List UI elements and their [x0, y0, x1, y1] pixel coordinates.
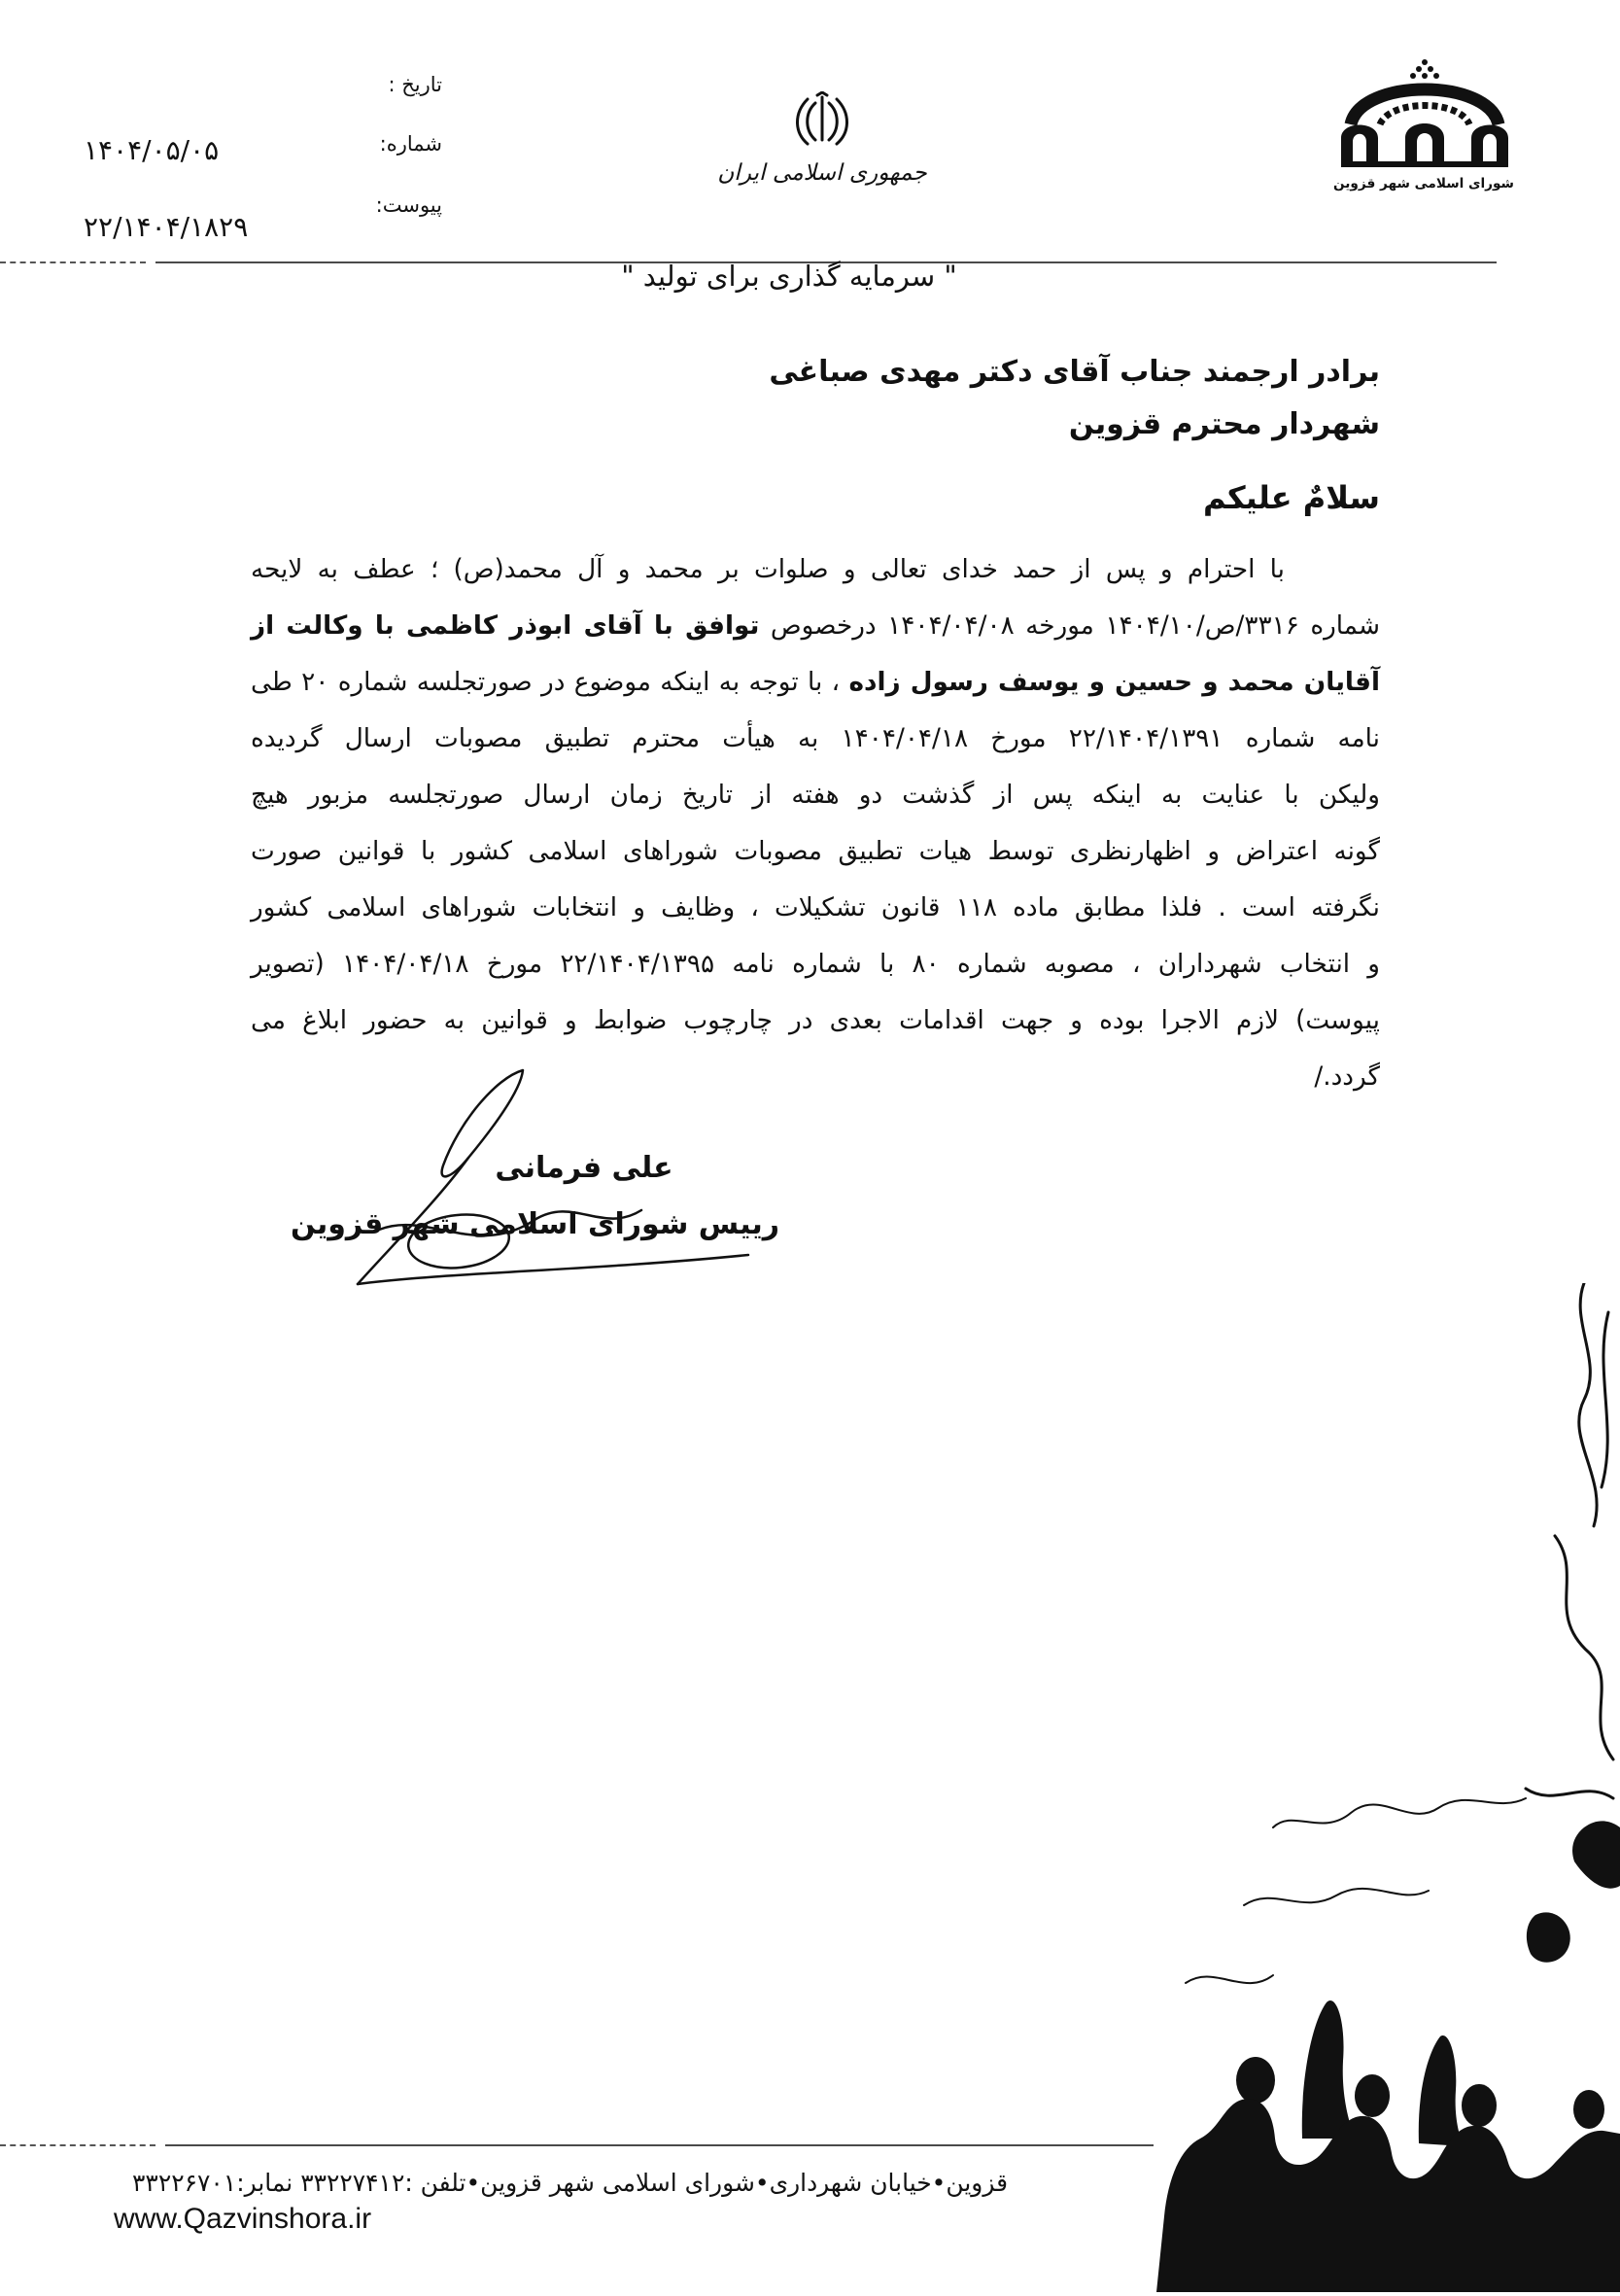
body-line-text: نگرفته است . فلذا مطابق ماده ۱۱۸ قانون تشکیلات ، وظایف و انتخابات شوراهای اسلامی کشور	[250, 893, 1380, 922]
handwritten-signature	[350, 1064, 768, 1298]
letter-body	[251, 541, 1380, 1105]
body-line	[251, 541, 1285, 598]
silhouette-artwork	[1127, 1283, 1620, 2292]
footer-website: www.Qazvinshora.ir	[114, 2203, 372, 2235]
body-line-text: ولیکن با عنایت به اینکه پس از گذشت دو هفته از تاریخ زمان ارسال صورتجلسه مزبور هیچ	[251, 781, 1380, 810]
recipient-title: شهردار محترم قزوین	[1068, 407, 1380, 441]
iran-emblem-icon	[795, 91, 849, 146]
footer-address: قزوین•خیابان شهرداری•شورای اسلامی شهر قزوین•تلفن :۳۳۲۲۷۴۱۲ نمابر:۳۳۲۲۶۷۰۱	[132, 2169, 1008, 2197]
body-line-text: نامه شماره ۲۲/۱۴۰۴/۱۳۹۱ مورخ ۱۴۰۴/۰۴/۱۸ به هیأت محترم تطبیق مصوبات ارسال گردیده	[251, 724, 1380, 753]
body-line	[251, 823, 1380, 880]
greeting: سلامٌ علیکم	[1202, 479, 1380, 516]
emblem-caption: جمهوری اسلامی ایران	[717, 159, 927, 186]
body-line-text: با احترام و پس از حمد خدای تعالی و صلوات بر محمد و آل محمد(ص) ؛ عطف به لایحه	[251, 555, 1285, 584]
body-line	[251, 936, 1380, 992]
body-line	[251, 598, 1380, 654]
signatory-name: علی فرمانی	[495, 1151, 673, 1185]
body-line-text: پیوست) لازم الاجرا بوده و جهت اقدامات بعدی در چارچوب ضوابط و قوانین به حضور ابلاغ می	[251, 1006, 1380, 1035]
body-line	[251, 880, 1380, 936]
date-value: ۱۴۰۴/۰۵/۰۵	[84, 134, 220, 166]
body-line	[251, 767, 1380, 823]
recipient-name: برادر ارجمند جناب آقای دکتر مهدی صباغی	[769, 355, 1380, 389]
council-dome-logo-icon	[1337, 56, 1512, 178]
iran-emblem	[795, 91, 849, 146]
body-line	[251, 992, 1380, 1049]
header-divider-dashed	[0, 261, 146, 263]
letter-number-value: ۲۲/۱۴۰۴/۱۸۲۹	[84, 211, 249, 243]
body-line-bold-text: آقایان محمد و حسین و یوسف رسول زاده	[848, 668, 1380, 697]
signature	[350, 1064, 768, 1298]
attachment-label: پیوست:	[375, 193, 442, 217]
body-line-text: گردد./	[1314, 1062, 1380, 1092]
year-slogan: " سرمایه گذاری برای تولید "	[621, 260, 957, 293]
council-logo-caption: شورای اسلامی شهر قزوین	[1333, 176, 1514, 191]
body-line-bold-text: توافق با آقای ابوذر کاظمی با وکالت از	[250, 611, 760, 641]
body-line-text: ، با توجه به اینکه موضوع در صورتجلسه شماره ۲۰ طی	[251, 668, 849, 697]
body-line-text: و انتخاب شهرداران ، مصوبه شماره ۸۰ با شماره نامه ۲۲/۱۴۰۴/۱۳۹۵ مورخ ۱۴۰۴/۰۴/۱۸ (تصویر	[251, 950, 1380, 979]
footer-divider	[165, 2144, 1154, 2146]
number-label: شماره:	[379, 132, 442, 156]
body-line	[251, 711, 1380, 767]
date-label: تاریخ :	[388, 73, 442, 96]
body-line	[251, 654, 1380, 711]
body-line-text: گونه اعتراض و اظهارنظری توسط هیات تطبیق مصوبات شوراهای اسلامی کشور با قوانین صورت	[251, 837, 1380, 866]
council-logo	[1337, 56, 1512, 178]
body-line-text: شماره ۳۳۱۶/ص/۱۴۰۴/۱۰ مورخه ۱۴۰۴/۰۴/۰۸ درخصوص	[759, 611, 1380, 641]
signatory-title: رییس شورای اسلامی شهر قزوین	[291, 1207, 779, 1241]
background-artwork	[1127, 1283, 1620, 2292]
footer-divider-dashed	[0, 2144, 155, 2146]
